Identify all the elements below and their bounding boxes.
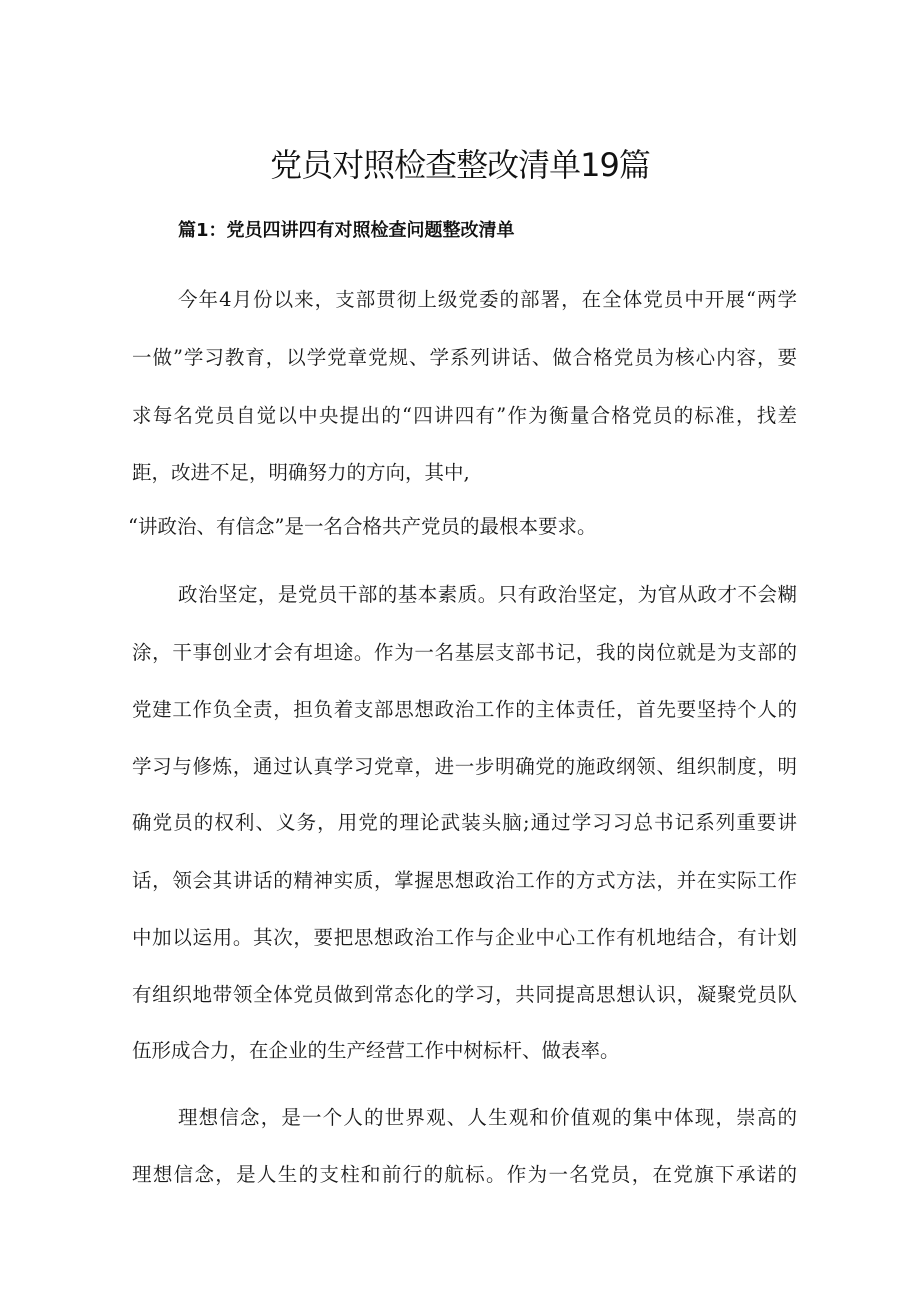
- paragraph-line: 学习与修炼，通过认真学习党章，进一步明确党的施政纲领、组织制度，明: [132, 755, 797, 778]
- document-title: 党员对照检查整改清单19篇: [270, 146, 650, 184]
- paragraph-line: 求每名党员自觉以中央提出的“四讲四有”作为衡量合格党员的标准，找差: [132, 404, 797, 427]
- paragraph-line: 涂，干事创业才会有坦途。作为一名基层支部书记，我的岗位就是为支部的: [132, 641, 797, 664]
- section-heading: 篇1：党员四讲四有对照检查问题整改清单: [178, 220, 515, 241]
- paragraph-line: 今年4月份以来，支部贯彻上级党委的部署，在全体党员中开展“两学: [178, 288, 797, 311]
- paragraph-line: 一做”学习教育，以学党章党规、学系列讲话、做合格党员为核心内容，要: [132, 346, 797, 369]
- paragraph-line: 有组织地带领全体党员做到常态化的学习，共同提高思想认识，凝聚党员队: [132, 983, 797, 1006]
- paragraph-line: 距，改进不足，明确努力的方向，其中,: [132, 461, 470, 484]
- paragraph-line: 伍形成合力，在企业的生产经营工作中树标杆、做表率。: [132, 1039, 620, 1062]
- paragraph-line: 政治坚定，是党员干部的基本素质。只有政治坚定，为官从政才不会糊: [178, 583, 797, 606]
- paragraph-line: 党建工作负全责，担负着支部思想政治工作的主体责任，首先要坚持个人的: [132, 698, 797, 721]
- paragraph-line: 理想信念，是一个人的世界观、人生观和价值观的集中体现，崇高的: [178, 1106, 797, 1129]
- paragraph-line: 确党员的权利、义务，用党的理论武装头脑;通过学习习总书记系列重要讲: [132, 811, 797, 834]
- paragraph-line: 理想信念，是人生的支柱和前行的航标。作为一名党员，在党旗下承诺的: [132, 1163, 797, 1186]
- paragraph-line: 话，领会其讲话的精神实质，掌握思想政治工作的方式方法，并在实际工作: [132, 869, 797, 892]
- paragraph-line: “讲政治、有信念”是一名合格共产党员的最根本要求。: [128, 515, 597, 538]
- paragraph-line: 中加以运用。其次，要把思想政治工作与企业中心工作有机地结合，有计划: [132, 926, 797, 949]
